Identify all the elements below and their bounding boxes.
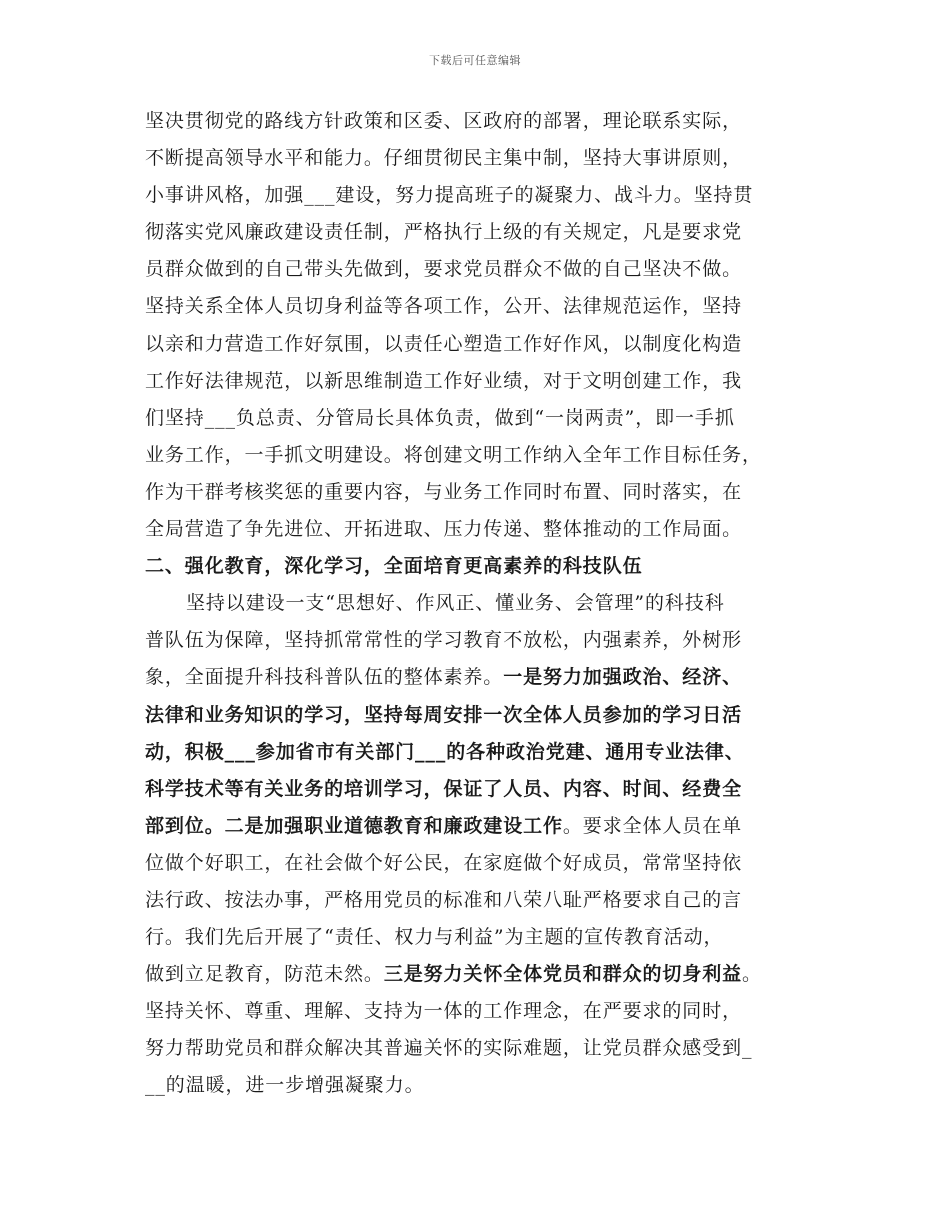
text-line bbox=[145, 511, 815, 548]
text-line bbox=[145, 214, 815, 251]
text-line bbox=[145, 474, 815, 511]
text-line bbox=[145, 659, 815, 696]
text-line bbox=[145, 140, 815, 177]
text-run: 法行政、按法办事，严格用党员的标准和八荣八耻严格要求自己的言 bbox=[145, 888, 743, 911]
text-run: 象，全面提升科技科普队伍的整体素养。 bbox=[145, 666, 504, 689]
text-line bbox=[145, 734, 815, 771]
text-line bbox=[145, 437, 815, 474]
text-line bbox=[145, 585, 815, 622]
text-line bbox=[145, 956, 815, 993]
text-line bbox=[145, 845, 815, 882]
text-line bbox=[145, 1030, 815, 1067]
bold-text: 部到位。二是加强职业道德教育和廉政建设工作 bbox=[145, 814, 563, 837]
bold-text: 动，积极___参加省市有关部门___的各种政治党建、通用专业法律、 bbox=[145, 740, 745, 763]
text-run: 作为干群考核奖惩的重要内容，与业务工作同时布置、同时落实，在 bbox=[145, 480, 743, 503]
section-heading bbox=[145, 548, 815, 585]
text-line bbox=[145, 808, 815, 845]
bold-text: 科学技术等有关业务的培训学习，保证了人员、内容、时间、经费全 bbox=[145, 777, 743, 800]
bold-text: 三是努力关怀全体党员和群众的切身利益 bbox=[383, 963, 743, 986]
text-line bbox=[145, 288, 815, 325]
text-run: 行。我们先后开展了“责任、权力与利益”为主题的宣传教育活动， bbox=[145, 926, 724, 949]
text-line bbox=[145, 622, 815, 659]
text-line bbox=[145, 177, 815, 214]
text-line bbox=[145, 363, 815, 400]
text-line bbox=[145, 993, 815, 1030]
text-run: 们坚持___负总责、分管局长具体负责，做到“一岗两责”，即一手抓 bbox=[145, 406, 735, 429]
text-run: 彻落实党风廉政建设责任制，严格执行上级的有关规定，凡是要求党 bbox=[145, 221, 743, 244]
text-run: 。要求全体人员在单 bbox=[562, 814, 743, 837]
text-line bbox=[145, 400, 815, 437]
text-run: 全局营造了争先进位、开拓进取、压力传递、整体推动的工作局面。 bbox=[145, 518, 743, 541]
text-line bbox=[145, 697, 815, 734]
text-run: 工作好法律规范，以新思维制造工作好业绩，对于文明创建工作，我 bbox=[145, 369, 743, 392]
text-run: 小事讲风格，加强___建设，努力提高班子的凝聚力、战斗力。坚持贯 bbox=[145, 184, 754, 207]
text-run: 努力帮助党员和群众解决其普遍关怀的实际难题，让党员群众感受到_ bbox=[145, 1037, 753, 1060]
bold-text: 二、强化教育，深化学习，全面培育更高素养的科技队伍 bbox=[145, 555, 643, 578]
text-run: 坚持以建设一支“思想好、作风正、懂业务、会管理”的科技科 bbox=[186, 592, 725, 615]
text-line bbox=[145, 1067, 815, 1104]
bold-text: 法律和业务知识的学习，坚持每周安排一次全体人员参加的学习日活 bbox=[145, 703, 743, 726]
text-run: 。 bbox=[742, 963, 762, 986]
document-body bbox=[145, 103, 815, 1105]
text-run: 做到立足教育，防范未然。 bbox=[145, 963, 384, 986]
text-run: 坚持关系全体人员切身利益等各项工作，公开、法律规范运作，坚持 bbox=[145, 295, 743, 318]
page-header: 下载后可任意编辑 bbox=[429, 54, 521, 67]
text-run: 坚持关怀、尊重、理解、支持为一体的工作理念，在严要求的同时， bbox=[145, 1000, 743, 1023]
bold-text: 一是努力加强政治、经济、 bbox=[503, 666, 743, 689]
text-run: 位做个好职工，在社会做个好公民，在家庭做个好成员，常常坚持依 bbox=[145, 851, 743, 874]
text-line bbox=[145, 771, 815, 808]
text-line bbox=[145, 326, 815, 363]
text-line bbox=[145, 103, 815, 140]
text-line bbox=[145, 919, 815, 956]
text-run: 业务工作，一手抓文明建设。将创建文明工作纳入全年工作目标任务， bbox=[145, 443, 762, 466]
text-line bbox=[145, 882, 815, 919]
text-run: 坚决贯彻党的路线方针政策和区委、区政府的部署，理论联系实际， bbox=[145, 110, 743, 132]
text-run: 普队伍为保障，坚持抓常常性的学习教育不放松，内强素养，外树形 bbox=[145, 629, 743, 652]
text-line bbox=[145, 251, 815, 288]
text-run: 员群众做到的自己带头先做到，要求党员群众不做的自己坚决不做。 bbox=[145, 258, 743, 281]
text-run: 以亲和力营造工作好氛围，以责任心塑造工作好作风，以制度化构造 bbox=[145, 332, 743, 355]
text-run: 不断提高领导水平和能力。仔细贯彻民主集中制，坚持大事讲原则， bbox=[145, 147, 743, 170]
text-run: __的温暖，进一步增强凝聚力。 bbox=[145, 1074, 425, 1097]
